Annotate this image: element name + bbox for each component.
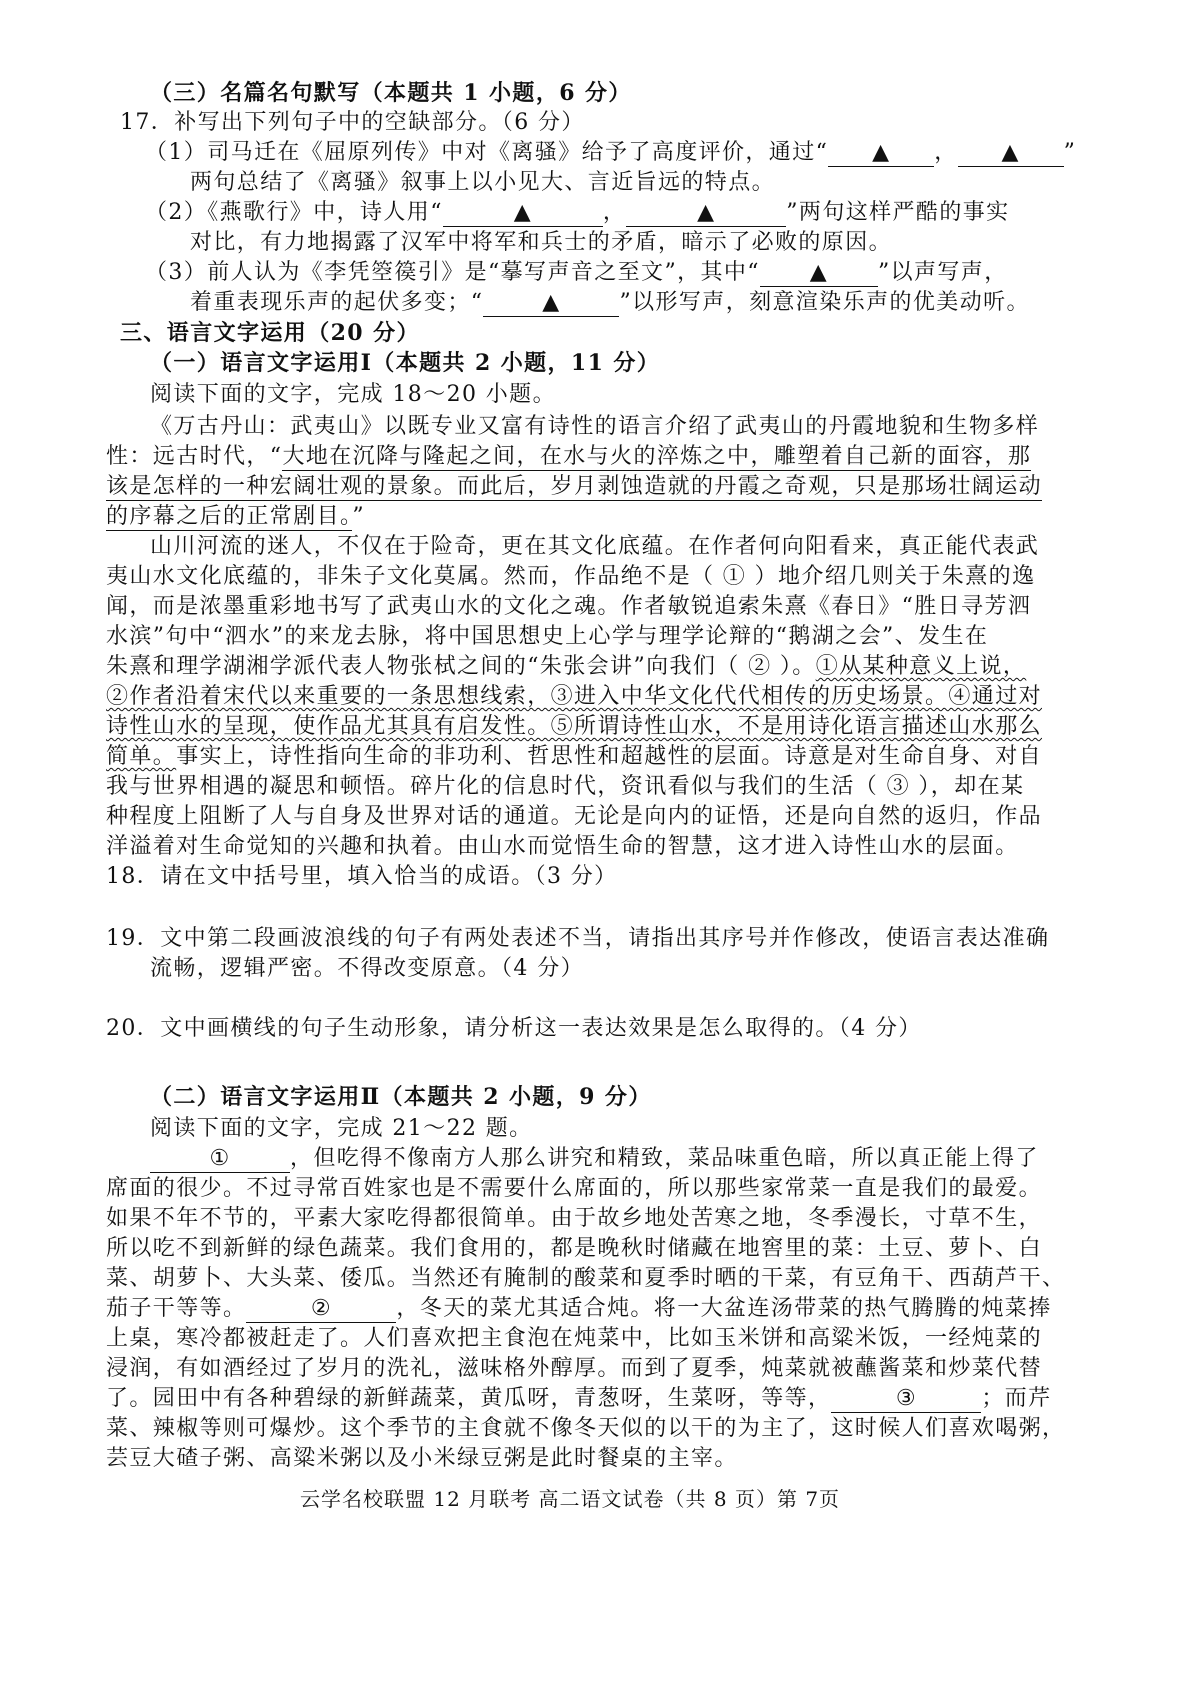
passage-1-line-1: 《万古丹山：武夷山》以既专业又富有诗性的语言介绍了武夷山的丹霞地貌和生物多样 [150,414,1040,439]
q17-3-line2-suffix: ”以形写声，刻意渲染乐声的优美动听。 [619,290,1030,315]
passage-1-line-3 [106,472,1042,502]
subsection-heading-2: （二）语言文字运用Ⅱ（本题共 2 小题，9 分） [150,1084,652,1110]
passage-3-line-6-lead: 茄子干等等。 [106,1296,247,1321]
question-17-item-2-line-1 [145,198,1010,228]
passage-2-line-2: 夷山水文化底蕴的，非朱子文化莫属。然而，作品绝不是（ ① ）地介绍几则关于朱熹的逸 [106,564,1036,589]
section-heading-recitation: （三）名篇名句默写（本题共 1 小题，6 分） [150,80,632,106]
answer-blank-q17-3a[interactable]: ▲ [760,260,878,287]
passage-1-closing-quote: ” [352,504,366,529]
question-20: 20．文中画横线的句子生动形象，请分析这一表达效果是怎么取得的。（4 分） [106,1016,922,1041]
passage-2-line-10: 种程度上阻断了人与自身及世界对话的通道。无论是向内的证悟，还是向自然的返归，作品 [106,804,1043,829]
passage-3-line-9 [106,1384,1052,1414]
q17-1-separator: ， [934,140,958,165]
answer-blank-q17-2b[interactable]: ▲ [626,200,786,227]
question-17-item-2-line-2: 对比，有力地揭露了汉军中将军和兵士的矛盾，暗示了必败的原因。 [190,230,893,255]
passage-2-line-1: 山川河流的迷人，不仅在于险奇，更在其文化底蕴。在作者何向阳看来，真正能代表武 [150,534,1040,559]
page-footer: 云学名校联盟 12 月联考 高二语文试卷（共 8 页）第 7页 [300,1487,841,1511]
passage-2-line-5 [106,652,1026,682]
answer-blank-21-3[interactable]: ③ [831,1386,981,1413]
passage-2-line-4: 水滨”句中“泗水”的来龙去脉，将中国思想史上心学与理学论辩的“鹅湖之会”、发生在 [106,624,989,649]
question-17-item-3-line-1 [145,258,1008,288]
q17-2-separator: ， [602,200,627,225]
underlined-sentence-part-2: 该是怎样的一种宏阔壮观的景象。而此后，岁月剥蚀造就的丹霞之奇观，只是那场壮阔运动 [106,474,1043,499]
passage-3-line-5: 菜、胡萝卜、大头菜、倭瓜。当然还有腌制的酸菜和夏季时晒的干菜，有豆角干、西葫芦干、 [106,1266,1066,1291]
passage-1-line-2-lead: 性：远古时代，“ [106,444,283,469]
passage-3-line-2: 席面的很少。不过寻常百姓家也是不需要什么席面的，所以那些家常菜一直是我们的最爱。 [106,1176,1043,1201]
passage-3-line-9-rest: ；而芹 [981,1386,1052,1411]
q17-3-prefix: （3）前人认为《李凭箜篌引》是“摹写声音之至文”，其中“ [145,260,760,285]
question-19-line-2: 流畅，逻辑严密。不得改变原意。（4 分） [150,956,584,981]
underlined-sentence-part-3: 的序幕之后的正常剧目。 [106,504,353,529]
wavy-sentence-part-4: 简单。 [106,744,177,769]
passage-3-line-6 [106,1294,1052,1324]
q17-3-suffix: ”以声写声， [877,260,1008,285]
passage-2-line-5-lead: 朱熹和理学湖湘学派代表人物张栻之间的“朱张会讲”向我们（ ② ）。 [106,654,816,679]
q17-2-suffix: ”两句这样严酷的事实 [786,200,1010,225]
passage-3-line-10: 菜、辣椒等则可爆炒。这个季节的主食就不像冬天似的以干的为主了，这时候人们喜欢喝粥， [106,1416,1066,1441]
passage-2-line-9: 我与世界相遇的凝思和顿悟。碎片化的信息时代，资讯看似与我们的生活（ ③ ），却在某 [106,774,1025,799]
q17-1-prefix: （1）司马迁在《屈原列传》中对《离骚》给予了高度评价，通过“ [145,140,829,165]
passage-3-line-3: 如果不年不节的，平素大家吃得都很简单。由于故乡地处苦寒之地，冬季漫长，寸草不生， [106,1206,1043,1231]
passage-3-line-1 [150,1144,1039,1174]
passage-2-line-8 [106,742,1042,772]
question-17-item-1-line-2: 两句总结了《离骚》叙事上以小见大、言近旨远的特点。 [190,170,776,195]
passage-3-line-11: 芸豆大碴子粥、高粱米粥以及小米绿豆粥是此时餐桌的主宰。 [106,1446,738,1471]
wavy-sentence-part-2: ②作者沿着宋代以来重要的一条思想线索，③进入中华文化代代相传的历史场景。④通过对 [106,684,1043,709]
underlined-sentence-part-1: 大地在沉降与隆起之间，在水与火的淬炼之中，雕塑着自己新的面容，那 [282,444,1032,469]
q17-2-prefix: （2）《燕歌行》中，诗人用“ [145,200,443,225]
passage-2-line-6 [106,682,1042,712]
part-heading-language-use: 三、语言文字运用（20 分） [120,320,420,346]
passage-2-line-3: 闻，而是浓墨重彩地书写了武夷山水的文化之魂。作者敏锐追索朱熹《春日》“胜日寻芳泗 [106,594,1032,619]
passage-2-line-8-rest: 事实上，诗性指向生命的非功利、哲思性和超越性的层面。诗意是对生命自身、对自 [176,744,1043,769]
passage-3-line-6-rest: ，冬天的菜尤其适合炖。将一大盆连汤带菜的热气腾腾的炖菜捧 [396,1296,1052,1321]
answer-blank-21-1[interactable]: ① [150,1146,290,1173]
passage-3-line-1-rest: ，但吃得不像南方人那么讲究和精致，菜品味重色暗，所以真正能上得了 [290,1146,1039,1171]
question-18: 18．请在文中括号里，填入恰当的成语。（3 分） [106,864,618,889]
subsection-heading-1: （一）语言文字运用Ⅰ（本题共 2 小题，11 分） [150,350,661,376]
answer-blank-q17-1a[interactable]: ▲ [828,140,934,167]
q17-1-suffix: ” [1063,140,1077,165]
passage-3-line-7: 上桌，寒冷都被赶走了。人们喜欢把主食泡在炖菜中，比如玉米饼和高粱米饭，一经炖菜的 [106,1326,1043,1351]
passage-2-line-11: 洋溢着对生命觉知的兴趣和执着。由山水而觉悟生命的智慧，这才进入诗性山水的层面。 [106,834,1019,859]
question-19-line-1: 19．文中第二段画波浪线的句子有两处表述不当，请指出其序号并作修改，使语言表达准确 [106,926,1050,951]
question-17-item-1-line-1 [145,138,1076,168]
answer-blank-q17-1b[interactable]: ▲ [958,140,1064,167]
passage-1-line-2 [106,442,1031,472]
wavy-sentence-part-1: ①从某种意义上说， [815,654,1027,679]
reading-instruction-18-20: 阅读下面的文字，完成 18～20 小题。 [150,382,556,407]
passage-1-line-4 [106,502,365,532]
reading-instruction-21-22: 阅读下面的文字，完成 21～22 题。 [150,1116,533,1141]
passage-2-line-7 [106,712,1042,742]
answer-blank-q17-2a[interactable]: ▲ [443,200,603,227]
answer-blank-21-2[interactable]: ② [246,1296,396,1323]
passage-3-line-9-lead: 了。园田中有各种碧绿的新鲜蔬菜，黄瓜呀，青葱呀，生菜呀，等等， [106,1386,832,1411]
question-17-stem: 17．补写出下列句子中的空缺部分。（6 分） [120,110,585,135]
question-17-item-3-line-2 [190,288,1030,318]
q17-3-line2-prefix: 着重表现乐声的起伏多变；“ [190,290,484,315]
answer-blank-q17-3b[interactable]: ▲ [483,290,619,317]
wavy-sentence-part-3: 诗性山水的呈现，使作品尤其具有启发性。⑤所谓诗性山水，不是用诗化语言描述山水那么 [106,714,1043,739]
passage-3-line-8: 浸润，有如酒经过了岁月的洗礼，滋味格外醇厚。而到了夏季，炖菜就被蘸酱菜和炒菜代替 [106,1356,1043,1381]
passage-3-line-4: 所以吃不到新鲜的绿色蔬菜。我们食用的，都是晚秋时储藏在地窖里的菜：土豆、萝卜、白 [106,1236,1043,1261]
